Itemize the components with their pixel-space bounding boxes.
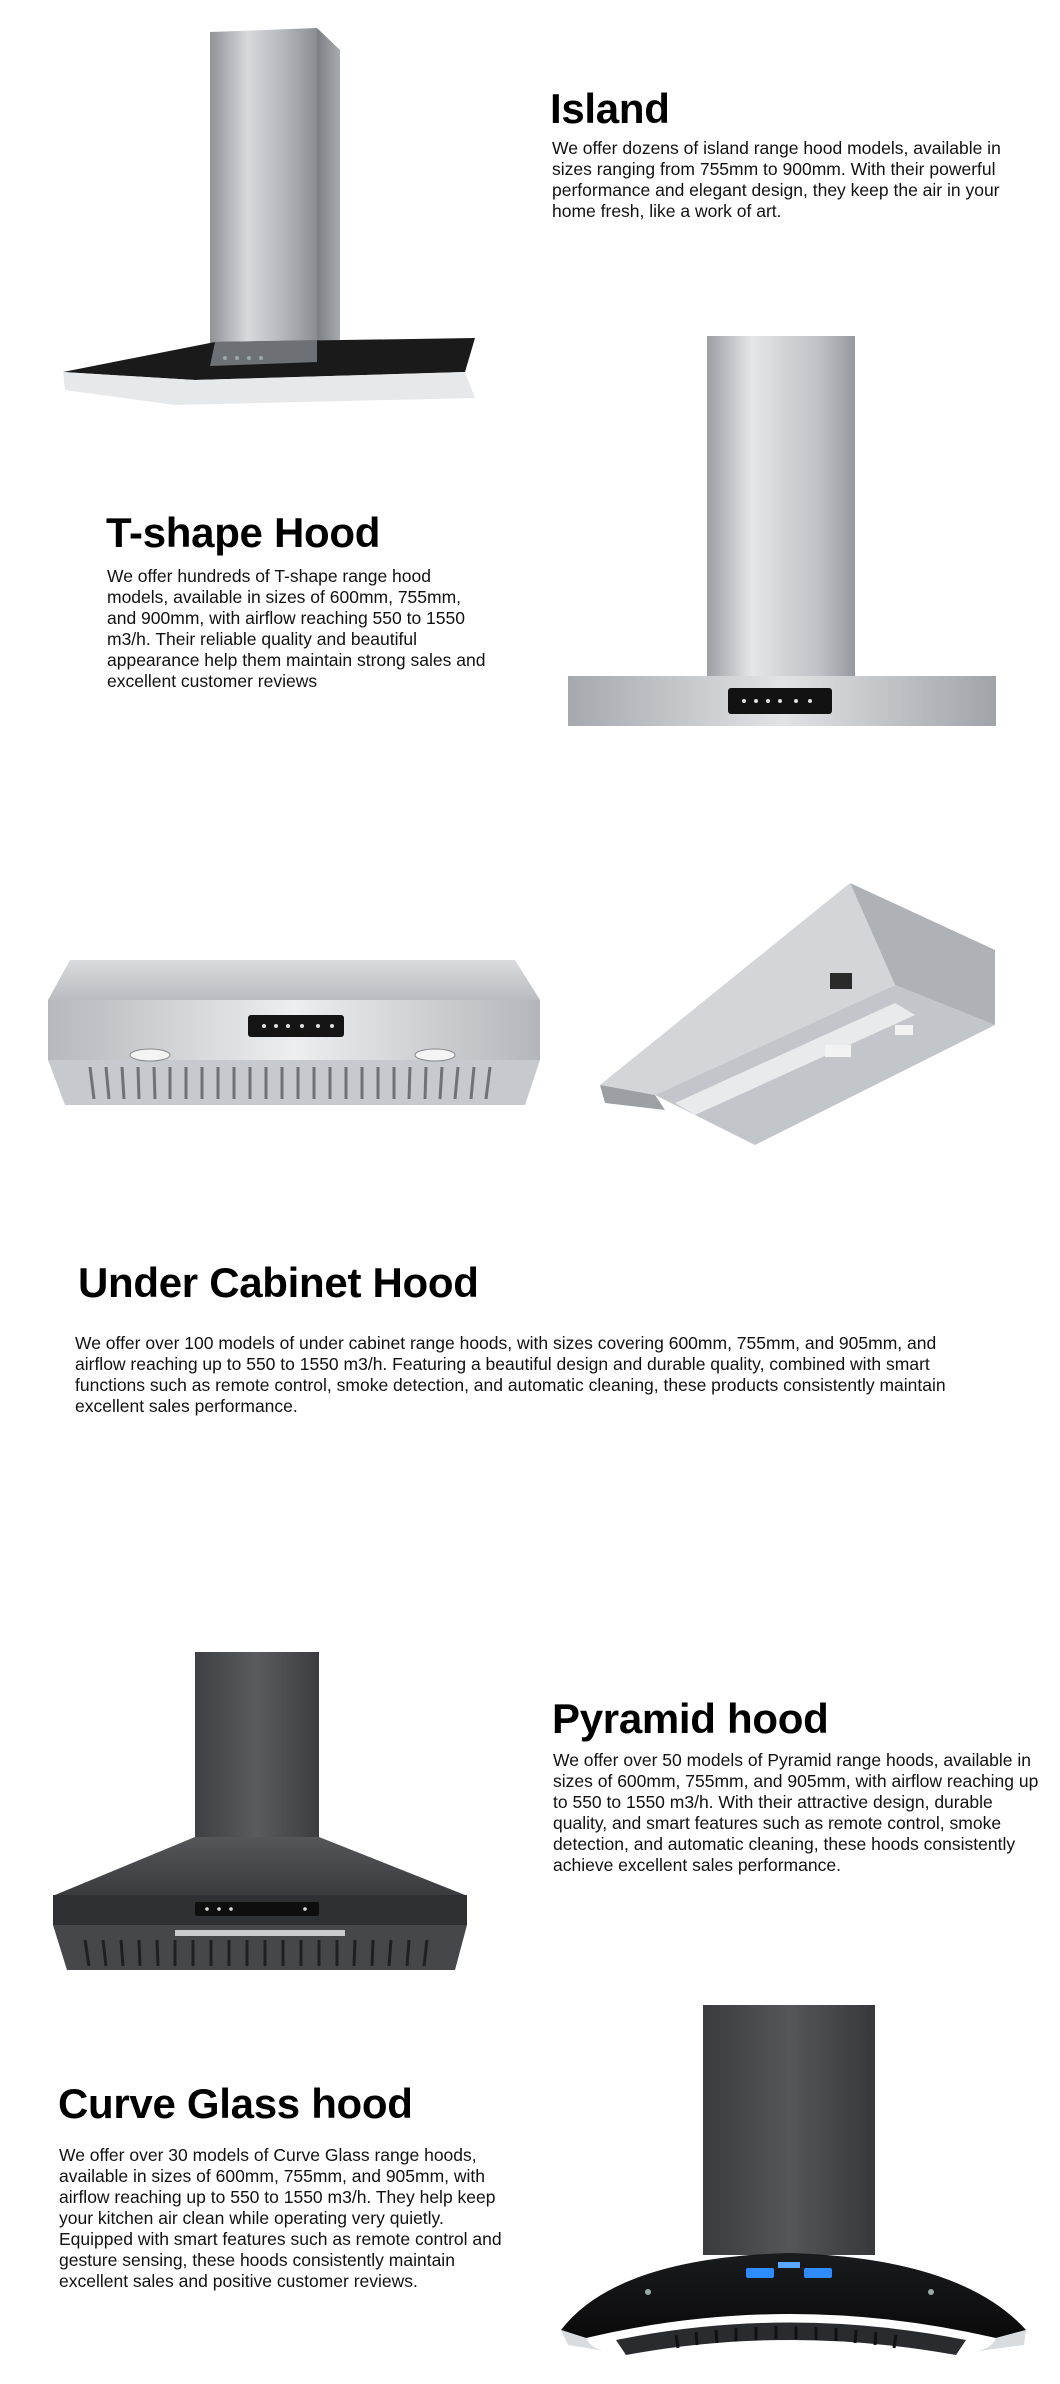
tshape-description: We offer hundreds of T-shape range hood models, available in sizes of 600mm, 755mm, and 900mm, with airflow reaching 550 to 1550 m3/h. Their reliable quality and beautiful appearance help them maintain strong sales and excellent customer reviews — [107, 566, 486, 691]
island-title: Island — [550, 85, 670, 132]
under-cabinet-range-hood-image — [20, 905, 565, 1205]
island-range-hood-image — [55, 20, 475, 410]
pyramid-range-hood-image — [45, 1640, 485, 1985]
t-shape-range-hood-image — [552, 318, 1020, 738]
island-description: We offer dozens of island range hood models, available in sizes ranging from 755mm to 900mm. With their powerful performance and elegant design, they keep the air in your home fresh, like a work of art. — [552, 138, 1001, 221]
curve-glass-range-hood-image — [556, 2000, 1046, 2375]
under-cabinet-description: We offer over 100 models of under cabinet range hoods, with sizes covering 600mm, 755mm, and 905mm, and airflow reaching up to 550 to 1550 m3/h. Featuring a beautiful design and durable quality, combined with smart functions such as remote control, smoke detection, and automatic cleaning, these products consistently maintain excellent sales performance. — [75, 1333, 946, 1416]
pyramid-description: We offer over 50 models of Pyramid range hoods, available in sizes of 600mm, 755mm, and 905mm, with airflow reaching up to 550 to 1550 m3/h. With their attractive design, durable quality, and smart features such as remote control, smoke detection, and automatic cleaning, these hoods consistently achieve excellent sales performance. — [553, 1750, 1039, 1875]
under-cabinet-title: Under Cabinet Hood — [78, 1259, 479, 1306]
telescopic-range-hood-image — [595, 875, 1035, 1165]
tshape-title: T-shape Hood — [106, 509, 381, 556]
curve-glass-description: We offer over 30 models of Curve Glass range hoods, available in sizes of 600mm, 755mm, and 905mm, with airflow reaching up to 550 to 1550 m3/h. They help keep your kitchen air clean while operating very quietly. Equipped with smart features such as remote control and gesture sensing, these hoods consistently maintain excellent sales and positive customer reviews. — [59, 2145, 502, 2291]
curve-glass-title: Curve Glass hood — [58, 2080, 413, 2127]
pyramid-title: Pyramid hood — [552, 1695, 829, 1742]
